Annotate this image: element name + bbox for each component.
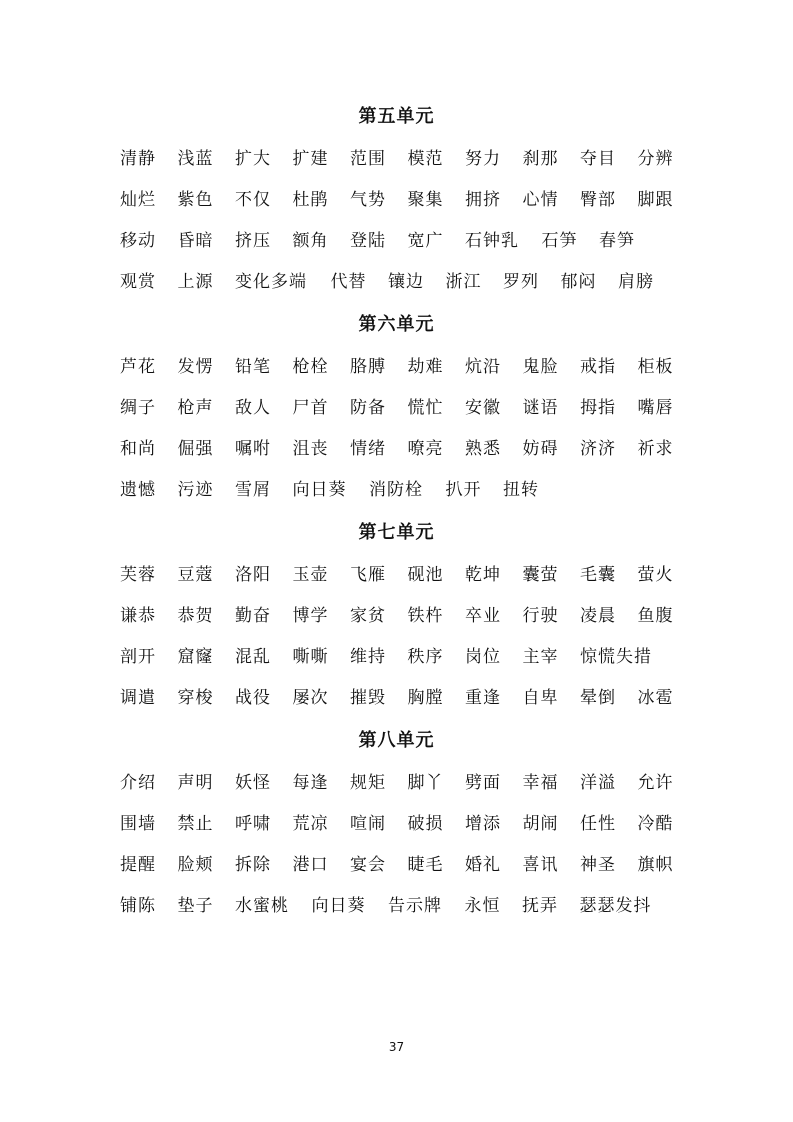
word-row	[120, 605, 680, 629]
vocabulary-word: 增添	[465, 814, 501, 834]
vocabulary-word: 努力	[465, 149, 501, 169]
vocabulary-word: 禁止	[177, 814, 214, 834]
unit-title: 第七单元	[358, 522, 435, 543]
vocabulary-word: 扭转	[503, 480, 539, 500]
vocabulary-word: 郁闷	[560, 272, 597, 292]
vocabulary-word: 嘹亮	[407, 439, 444, 459]
vocabulary-word: 移动	[120, 231, 156, 251]
vocabulary-word: 神圣	[580, 855, 616, 875]
vocabulary-word: 柜板	[637, 357, 674, 377]
vocabulary-word: 行驶	[522, 606, 559, 626]
vocabulary-word: 凌晨	[580, 606, 616, 626]
vocabulary-word: 砚池	[407, 565, 444, 585]
word-row	[120, 646, 680, 670]
vocabulary-word: 乾坤	[465, 565, 501, 585]
vocabulary-word: 水蜜桃	[235, 896, 289, 916]
vocabulary-word: 脚跟	[637, 190, 674, 210]
vocabulary-word: 幸福	[522, 773, 559, 793]
vocabulary-word: 婚礼	[465, 855, 501, 875]
vocabulary-word: 石笋	[541, 231, 578, 251]
vocabulary-word: 博学	[292, 606, 329, 626]
vocabulary-word: 芙蓉	[120, 565, 156, 585]
word-row	[120, 813, 680, 837]
word-row	[120, 479, 680, 503]
vocabulary-word: 扩建	[292, 149, 329, 169]
vocabulary-word: 发愣	[177, 357, 214, 377]
vocabulary-word: 战役	[235, 688, 271, 708]
vocabulary-word: 喜讯	[522, 855, 559, 875]
vocabulary-word: 扒开	[445, 480, 482, 500]
vocabulary-word: 杜鹃	[292, 190, 329, 210]
vocabulary-word: 肩膀	[618, 272, 654, 292]
vocabulary-word: 毛囊	[580, 565, 616, 585]
vocabulary-word: 每逢	[292, 773, 329, 793]
vocabulary-word: 抚弄	[522, 896, 558, 916]
vocabulary-word: 嘱咐	[235, 439, 271, 459]
vocabulary-word: 聚集	[407, 190, 444, 210]
vocabulary-word: 济济	[580, 439, 616, 459]
vocabulary-word: 不仅	[235, 190, 271, 210]
vocabulary-word: 任性	[580, 814, 616, 834]
vocabulary-word: 声明	[177, 773, 214, 793]
vocabulary-word: 垫子	[177, 896, 214, 916]
vocabulary-word: 港口	[292, 855, 329, 875]
vocabulary-word: 允许	[637, 773, 674, 793]
vocabulary-word: 拇指	[580, 398, 616, 418]
vocabulary-word: 荒凉	[292, 814, 329, 834]
vocabulary-word: 灿烂	[120, 190, 156, 210]
vocabulary-word: 紫色	[177, 190, 214, 210]
unit-title: 第五单元	[358, 106, 435, 127]
vocabulary-word: 拆除	[235, 855, 271, 875]
vocabulary-word: 嘶嘶	[292, 647, 329, 667]
vocabulary-word: 和尚	[120, 439, 156, 459]
vocabulary-word: 呼啸	[235, 814, 271, 834]
vocabulary-word: 鬼脸	[522, 357, 559, 377]
vocabulary-word: 上源	[177, 272, 214, 292]
vocabulary-word: 铺陈	[120, 896, 156, 916]
vocabulary-word: 萤火	[637, 565, 674, 585]
vocabulary-word: 卒业	[465, 606, 501, 626]
vocabulary-word: 自卑	[522, 688, 559, 708]
vocabulary-word: 鱼腹	[637, 606, 674, 626]
vocabulary-word: 胡闹	[522, 814, 559, 834]
vocabulary-word: 混乱	[235, 647, 271, 667]
vocabulary-word: 囊萤	[522, 565, 559, 585]
vocabulary-word: 豆蔻	[177, 565, 214, 585]
vocabulary-word: 遗憾	[120, 480, 156, 500]
word-row	[120, 189, 680, 213]
vocabulary-word: 剖开	[120, 647, 156, 667]
vocabulary-word: 睫毛	[407, 855, 444, 875]
vocabulary-word: 污迹	[177, 480, 214, 500]
vocabulary-word: 家贫	[350, 606, 386, 626]
vocabulary-word: 宴会	[350, 855, 386, 875]
vocabulary-word: 规矩	[350, 773, 386, 793]
vocabulary-word: 秩序	[407, 647, 444, 667]
vocabulary-word: 戒指	[580, 357, 616, 377]
vocabulary-word: 绸子	[120, 398, 156, 418]
vocabulary-word: 昏暗	[177, 231, 214, 251]
vocabulary-word: 铁杵	[407, 606, 444, 626]
page-number: 37	[388, 1040, 405, 1054]
word-row	[120, 772, 680, 796]
word-row	[120, 271, 680, 295]
vocabulary-word: 穿梭	[177, 688, 214, 708]
vocabulary-word: 范围	[350, 149, 386, 169]
vocabulary-word: 妖怪	[235, 773, 271, 793]
word-row	[120, 895, 680, 919]
vocabulary-word: 惊慌失措	[580, 647, 652, 667]
vocabulary-word: 摧毁	[350, 688, 386, 708]
vocabulary-word: 雪屑	[235, 480, 271, 500]
vocabulary-word: 登陆	[350, 231, 386, 251]
vocabulary-word: 敌人	[235, 398, 271, 418]
vocabulary-word: 胸膛	[407, 688, 444, 708]
vocabulary-word: 枪声	[177, 398, 214, 418]
vocabulary-word: 岗位	[465, 647, 501, 667]
word-row	[120, 854, 680, 878]
vocabulary-word: 拥挤	[465, 190, 501, 210]
vocabulary-word: 炕沿	[465, 357, 501, 377]
vocabulary-word: 永恒	[464, 896, 501, 916]
vocabulary-word: 清静	[120, 149, 156, 169]
vocabulary-word: 变化多端	[235, 272, 307, 292]
vocabulary-word: 介绍	[120, 773, 156, 793]
word-row	[120, 564, 680, 588]
vocabulary-word: 枪栓	[292, 357, 329, 377]
vocabulary-word: 熟悉	[465, 439, 501, 459]
vocabulary-word: 观赏	[120, 272, 156, 292]
vocabulary-word: 旗帜	[637, 855, 674, 875]
vocabulary-word: 围墙	[120, 814, 156, 834]
vocabulary-word: 告示牌	[388, 896, 442, 916]
vocabulary-word: 玉壶	[292, 565, 329, 585]
vocabulary-word: 宽广	[407, 231, 444, 251]
word-row	[120, 148, 680, 172]
vocabulary-word: 罗列	[503, 272, 539, 292]
unit-title: 第八单元	[358, 730, 435, 751]
vocabulary-word: 向日葵	[311, 896, 366, 916]
vocabulary-word: 分辨	[637, 149, 674, 169]
word-row	[120, 438, 680, 462]
vocabulary-word: 屡次	[292, 688, 329, 708]
vocabulary-word: 恭贺	[177, 606, 214, 626]
vocabulary-word: 夺目	[580, 149, 616, 169]
vocabulary-word: 向日葵	[292, 480, 347, 500]
vocabulary-word: 调遣	[120, 688, 156, 708]
word-row	[120, 356, 680, 380]
vocabulary-word: 代替	[330, 272, 367, 292]
vocabulary-word: 防备	[350, 398, 386, 418]
vocabulary-word: 安徽	[465, 398, 501, 418]
vocabulary-word: 慌忙	[407, 398, 444, 418]
vocabulary-word: 浙江	[445, 272, 482, 292]
vocabulary-word: 春笋	[599, 231, 635, 251]
vocabulary-word: 臀部	[580, 190, 616, 210]
vocabulary-word: 消防栓	[369, 480, 423, 500]
vocabulary-word: 冰雹	[637, 688, 674, 708]
vocabulary-word: 洛阳	[235, 565, 271, 585]
vocabulary-word: 刹那	[522, 149, 559, 169]
vocabulary-word: 祈求	[637, 439, 674, 459]
word-row	[120, 397, 680, 421]
vocabulary-word: 提醒	[120, 855, 156, 875]
vocabulary-word: 铅笔	[235, 357, 271, 377]
vocabulary-word: 谦恭	[120, 606, 156, 626]
word-row	[120, 687, 680, 711]
vocabulary-word: 劈面	[465, 773, 501, 793]
vocabulary-word: 晕倒	[580, 688, 616, 708]
vocabulary-word: 倔强	[177, 439, 214, 459]
vocabulary-word: 心情	[522, 190, 559, 210]
vocabulary-word: 模范	[407, 149, 444, 169]
word-row	[120, 230, 680, 254]
vocabulary-word: 情绪	[350, 439, 386, 459]
vocabulary-word: 喧闹	[350, 814, 386, 834]
vocabulary-word: 芦花	[120, 357, 156, 377]
vocabulary-word: 嘴唇	[637, 398, 674, 418]
vocabulary-word: 勤奋	[235, 606, 271, 626]
vocabulary-word: 气势	[350, 190, 386, 210]
vocabulary-word: 石钟乳	[465, 231, 519, 251]
vocabulary-word: 脚丫	[407, 773, 444, 793]
vocabulary-word: 重逢	[465, 688, 501, 708]
vocabulary-word: 冷酷	[637, 814, 674, 834]
vocabulary-word: 维持	[350, 647, 386, 667]
vocabulary-word: 沮丧	[292, 439, 329, 459]
vocabulary-word: 扩大	[235, 149, 271, 169]
vocabulary-word: 尸首	[292, 398, 329, 418]
vocabulary-word: 飞雁	[350, 565, 386, 585]
vocabulary-word: 劫难	[407, 357, 444, 377]
vocabulary-word: 破损	[407, 814, 444, 834]
vocabulary-word: 洋溢	[580, 773, 616, 793]
vocabulary-word: 脸颊	[177, 855, 214, 875]
vocabulary-word: 窟窿	[177, 647, 214, 667]
unit-title: 第六单元	[358, 314, 435, 335]
vocabulary-word: 胳膊	[350, 357, 386, 377]
vocabulary-word: 妨碍	[522, 439, 559, 459]
vocabulary-word: 谜语	[522, 398, 559, 418]
vocabulary-word: 浅蓝	[177, 149, 214, 169]
vocabulary-word: 额角	[292, 231, 329, 251]
vocabulary-word: 镶边	[388, 272, 424, 292]
vocabulary-word: 挤压	[235, 231, 271, 251]
vocabulary-word: 主宰	[522, 647, 559, 667]
vocabulary-word: 瑟瑟发抖	[579, 896, 652, 916]
